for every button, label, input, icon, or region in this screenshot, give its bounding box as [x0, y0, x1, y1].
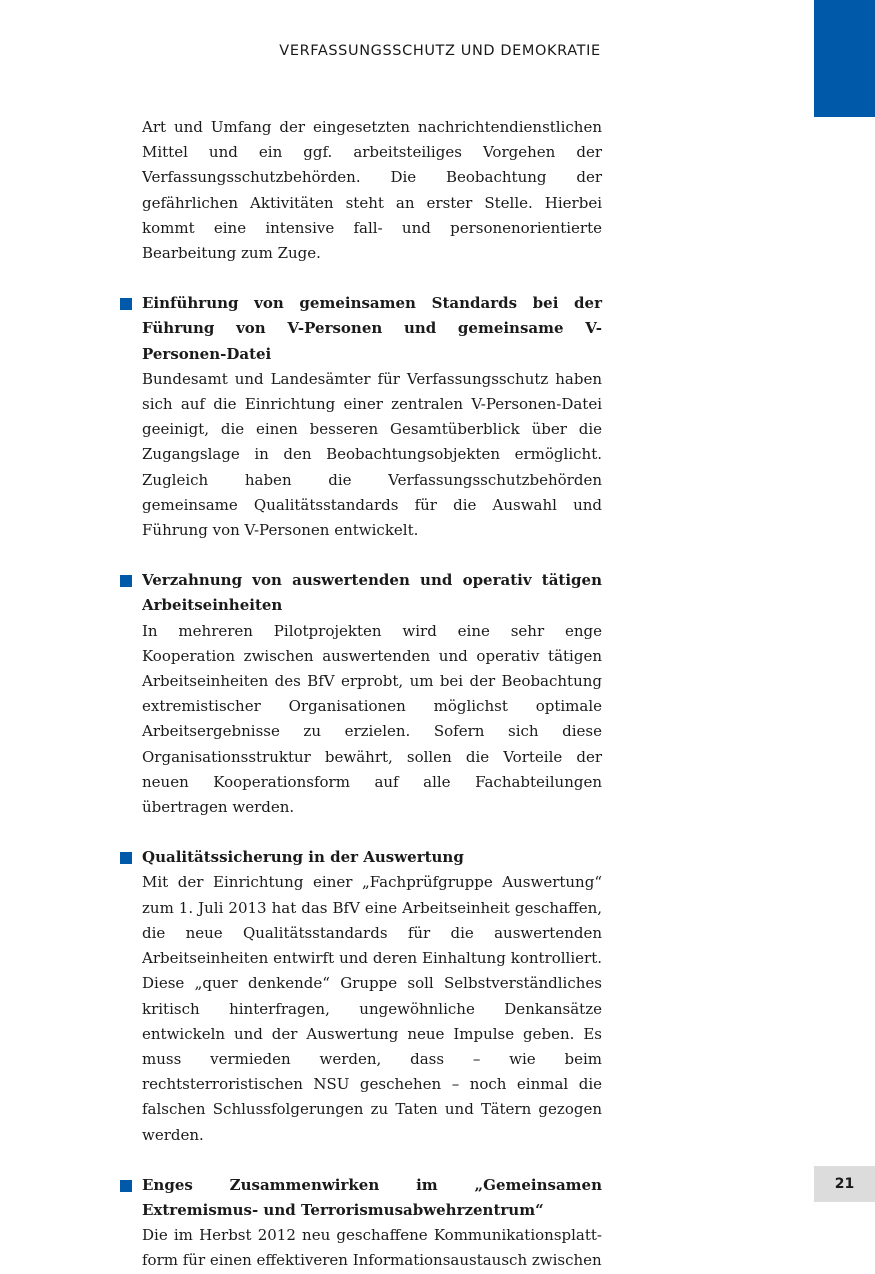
- section-title: Verzahnung von auswertenden und operativ tätigen Arbeitseinheiten: [142, 571, 602, 615]
- page-number: 21: [834, 1176, 855, 1192]
- running-header: VERFASSUNGSSCHUTZ UND DEMOKRATIE: [279, 43, 601, 59]
- page-number-box: [814, 1166, 875, 1202]
- square-bullet-icon: [120, 852, 132, 864]
- section-body: Die im Herbst 2012 neu geschaffene Kommunikationsplattform für einen effektiveren Informationsaustausch zwischen: [142, 1226, 602, 1270]
- square-bullet-icon: [120, 575, 132, 587]
- square-bullet-icon: [120, 298, 132, 310]
- section-title: Qualitätssicherung in der Auswertung: [142, 848, 464, 867]
- section-qualitaetssicherung: [142, 845, 602, 1147]
- section-verzahnung: [142, 568, 602, 820]
- page-body: [142, 115, 602, 1274]
- section-title: Einführung von gemeinsamen Standards bei der Führung von V-Personen und gemeinsame V-Personen-Datei: [142, 294, 602, 363]
- section-title: Enges Zusammenwirken im „Gemeinsamen Extremismus- und Terrorismusabwehrzentrum“: [142, 1175, 602, 1219]
- section-body: In mehreren Pilotprojekten wird eine sehr enge Kooperation zwischen auswertenden und operativ tätigen Arbeitseinheiten des BfV erprobt, um bei der Beobachtung extremistischer Organisationen möglichst optimale Arbeitsergebnisse zu erzielen. Sofern sich diese Organisationsstruktur bewährt, sollen die Vorteile der neuen Kooperationsform auf alle Fachabteilungen übertragen werden.: [142, 621, 602, 817]
- square-bullet-icon: [120, 1180, 132, 1192]
- section-body: Mit der Einrichtung einer „Fachprüfgruppe Auswertung“ zum 1. Juli 2013 hat das BfV eine Arbeitseinheit geschaffen, die neue Qualitätsstandards für die auswertenden Arbeitseinheiten entwirft und deren Einhaltung kontrolliert. Diese „quer denkende“ Gruppe soll Selbstverständliches kritisch hinterfragen, ungewöhnliche Denkansätze entwickeln und der Auswertung neue Impulse geben. Es muss vermieden werden, dass – wie beim rechtsterroristischen NSU geschehen – noch einmal die falschen Schlussfolgerungen zu Taten und Tätern gezogen werden.: [142, 873, 602, 1144]
- section-getz: [142, 1173, 602, 1274]
- section-standards-v-personen: [142, 291, 602, 543]
- intro-paragraph: Art und Umfang der eingesetzten nachrichtendienstlichen Mittel und ein ggf. arbeitsteiliges Vorgehen der Verfassungsschutzbehörden. Die Beobachtung der gefährlichen Aktivitäten steht an erster Stelle. Hierbei kommt eine intensive fall- und personenorientierte Bearbeitung zum Zuge.: [142, 118, 602, 263]
- corner-color-tab: [814, 0, 875, 117]
- section-body: Bundesamt und Landesämter für Verfassungsschutz haben sich auf die Einrichtung einer zentralen V-Personen-Datei geeinigt, die einen besseren Gesamtüberblick über die Zugangslage in den Beobachtungsobjekten ermöglicht. Zugleich haben die Verfassungsschutzbehörden gemeinsame Qualitätsstandards für die Auswahl und Führung von V-Personen entwickelt.: [142, 369, 602, 540]
